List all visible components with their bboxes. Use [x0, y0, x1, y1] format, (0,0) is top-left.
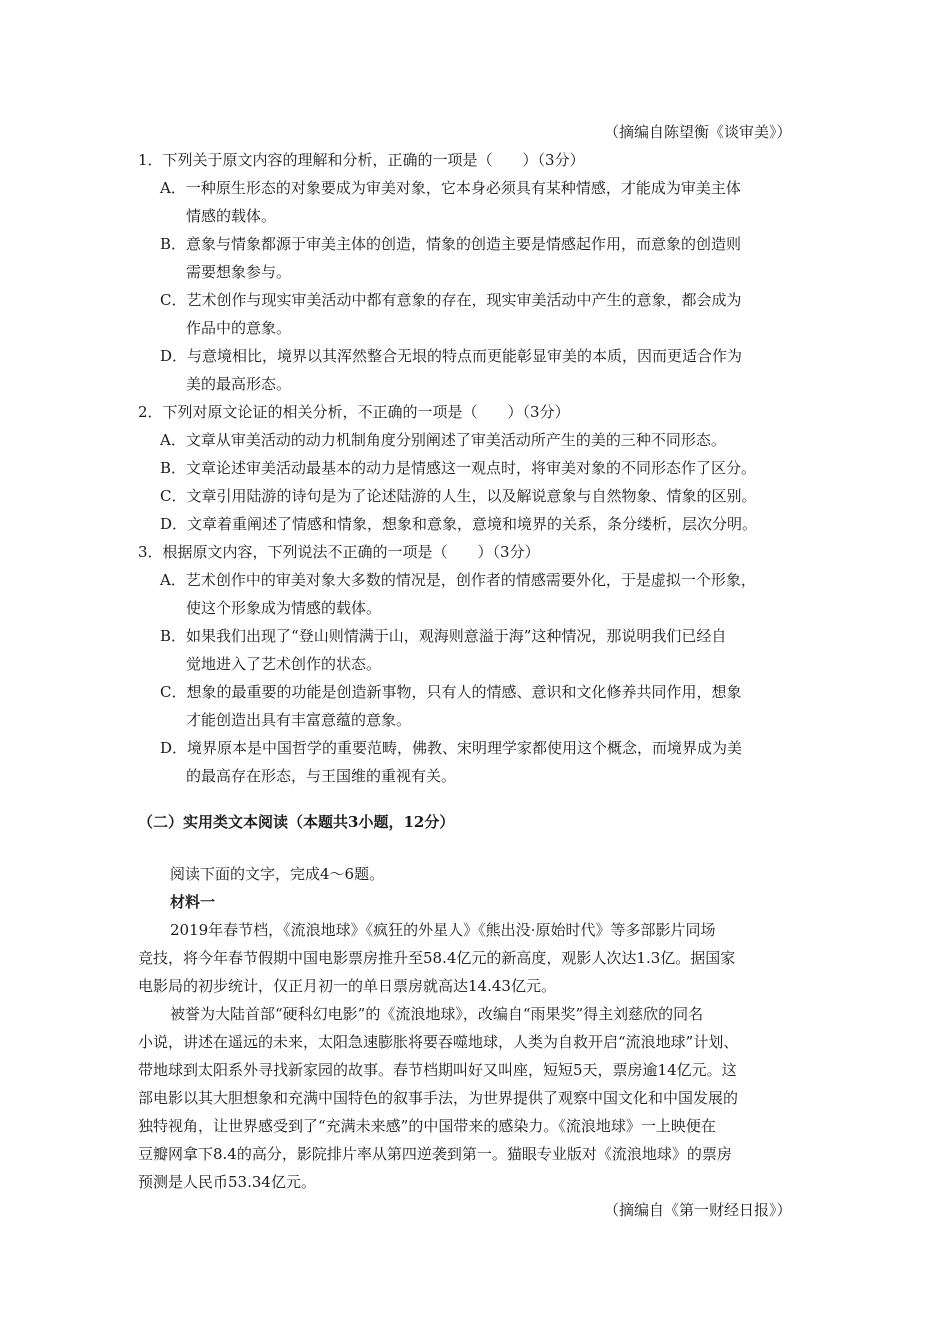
question-stem: 1．下列关于原文内容的理解和分析，正确的一项是（ ）（3分） — [138, 151, 585, 169]
option-a: A．一种原生形态的对象要成为审美对象，它本身必须具有某种情感，才能成为审美主体 — [160, 179, 741, 197]
option-c-cont: 才能创造出具有丰富意蕴的意象。 — [186, 711, 412, 729]
option-b-cont: 觉地进入了艺术创作的状态。 — [186, 655, 382, 673]
option-c: C．想象的最重要的功能是创造新事物，只有人的情感、意识和文化修养共同作用，想象 — [160, 683, 742, 701]
paragraph-line: 独特视角，让世界感受到了“充满未来感”的中国带来的感染力。《流浪地球》一上映便在 — [138, 1117, 716, 1135]
option-d: D．境界原本是中国哲学的重要范畴，佛教、宋明理学家都使用这个概念，而境界成为美 — [160, 739, 743, 757]
material-title: 材料一 — [170, 893, 216, 911]
paragraph-line: 小说，讲述在遥远的未来，太阳急速膨胀将要吞噬地球，人类为自救开启“流浪地球”计划、 — [138, 1033, 739, 1051]
paragraph-line: 2019年春节档，《流浪地球》《疯狂的外星人》《熊出没·原始时代》等多部影片同场 — [170, 921, 716, 939]
option-b: B．意象与情象都源于审美主体的创造，情象的创造主要是情感起作用，而意象的创造则 — [160, 235, 742, 253]
paragraph-line: 被誉为大陆首部“硬科幻电影”的《流浪地球》，改编自“雨果奖”得主刘慈欣的同名 — [170, 1005, 704, 1023]
paragraph-line: 带地球到太阳系外寻找新家园的故事。春节档期叫好又叫座，短短5天，票房逾14亿元。这 — [138, 1061, 737, 1079]
source-citation-top: （摘编自陈望衡《谈审美》） — [604, 123, 792, 141]
option-d: D．与意境相比，境界以其浑然整合无垠的特点而更能彰显审美的本质，因而更适合作为 — [160, 347, 743, 365]
option-d-cont: 的最高存在形态，与王国维的重视有关。 — [186, 767, 457, 785]
option-b: B．文章论述审美活动最基本的动力是情感这一观点时，将审美对象的不同形态作了区分。 — [160, 459, 757, 477]
option-a: A．文章从审美活动的动力机制角度分别阐述了审美活动所产生的美的三种不同形态。 — [160, 431, 726, 449]
paragraph-line: 部电影以其大胆想象和充满中国特色的叙事手法，为世界提供了观察中国文化和中国发展的 — [138, 1089, 739, 1107]
question-stem: 2．下列对原文论证的相关分析，不正确的一项是（ ）（3分） — [138, 403, 570, 421]
reading-instruction: 阅读下面的文字，完成4～6题。 — [170, 865, 385, 883]
option-a-cont: 情感的载体。 — [186, 207, 277, 225]
question-stem: 3．根据原文内容，下列说法不正确的一项是（ ）（3分） — [138, 543, 540, 561]
option-c-cont: 作品中的意象。 — [186, 319, 292, 337]
source-citation-bottom: （摘编自《第一财经日报》） — [604, 1201, 792, 1219]
section-heading: （二）实用类文本阅读（本题共3小题，12分） — [138, 813, 455, 831]
paragraph-line: 豆瓣网拿下8.4的高分，影院排片率从第四逆袭到第一。猫眼专业版对《流浪地球》的票房 — [138, 1145, 732, 1163]
option-c: C．文章引用陆游的诗句是为了论述陆游的人生，以及解说意象与自然物象、情象的区别。 — [160, 487, 757, 505]
option-d: D．文章着重阐述了情感和情象，想象和意象，意境和境界的关系，条分缕析，层次分明。 — [160, 515, 758, 533]
option-b: B．如果我们出现了“登山则情满于山，观海则意溢于海”这种情况，那说明我们已经自 — [160, 627, 727, 645]
option-b-cont: 需要想象参与。 — [186, 263, 292, 281]
paragraph-line: 电影局的初步统计，仅正月初一的单日票房就高达14.43亿元。 — [138, 977, 556, 995]
paragraph-line: 预测是人民币53.34亿元。 — [138, 1173, 316, 1191]
paragraph-line: 竞技，将今年春节假期中国电影票房推升至58.4亿元的新高度，观影人次达1.3亿。据国家 — [138, 949, 736, 967]
option-a: A．艺术创作中的审美对象大多数的情况是，创作者的情感需要外化，于是虚拟一个形象， — [160, 571, 756, 589]
option-d-cont: 美的最高形态。 — [186, 375, 292, 393]
option-a-cont: 使这个形象成为情感的载体。 — [186, 599, 382, 617]
option-c: C．艺术创作与现实审美活动中都有意象的存在，现实审美活动中产生的意象，都会成为 — [160, 291, 742, 309]
